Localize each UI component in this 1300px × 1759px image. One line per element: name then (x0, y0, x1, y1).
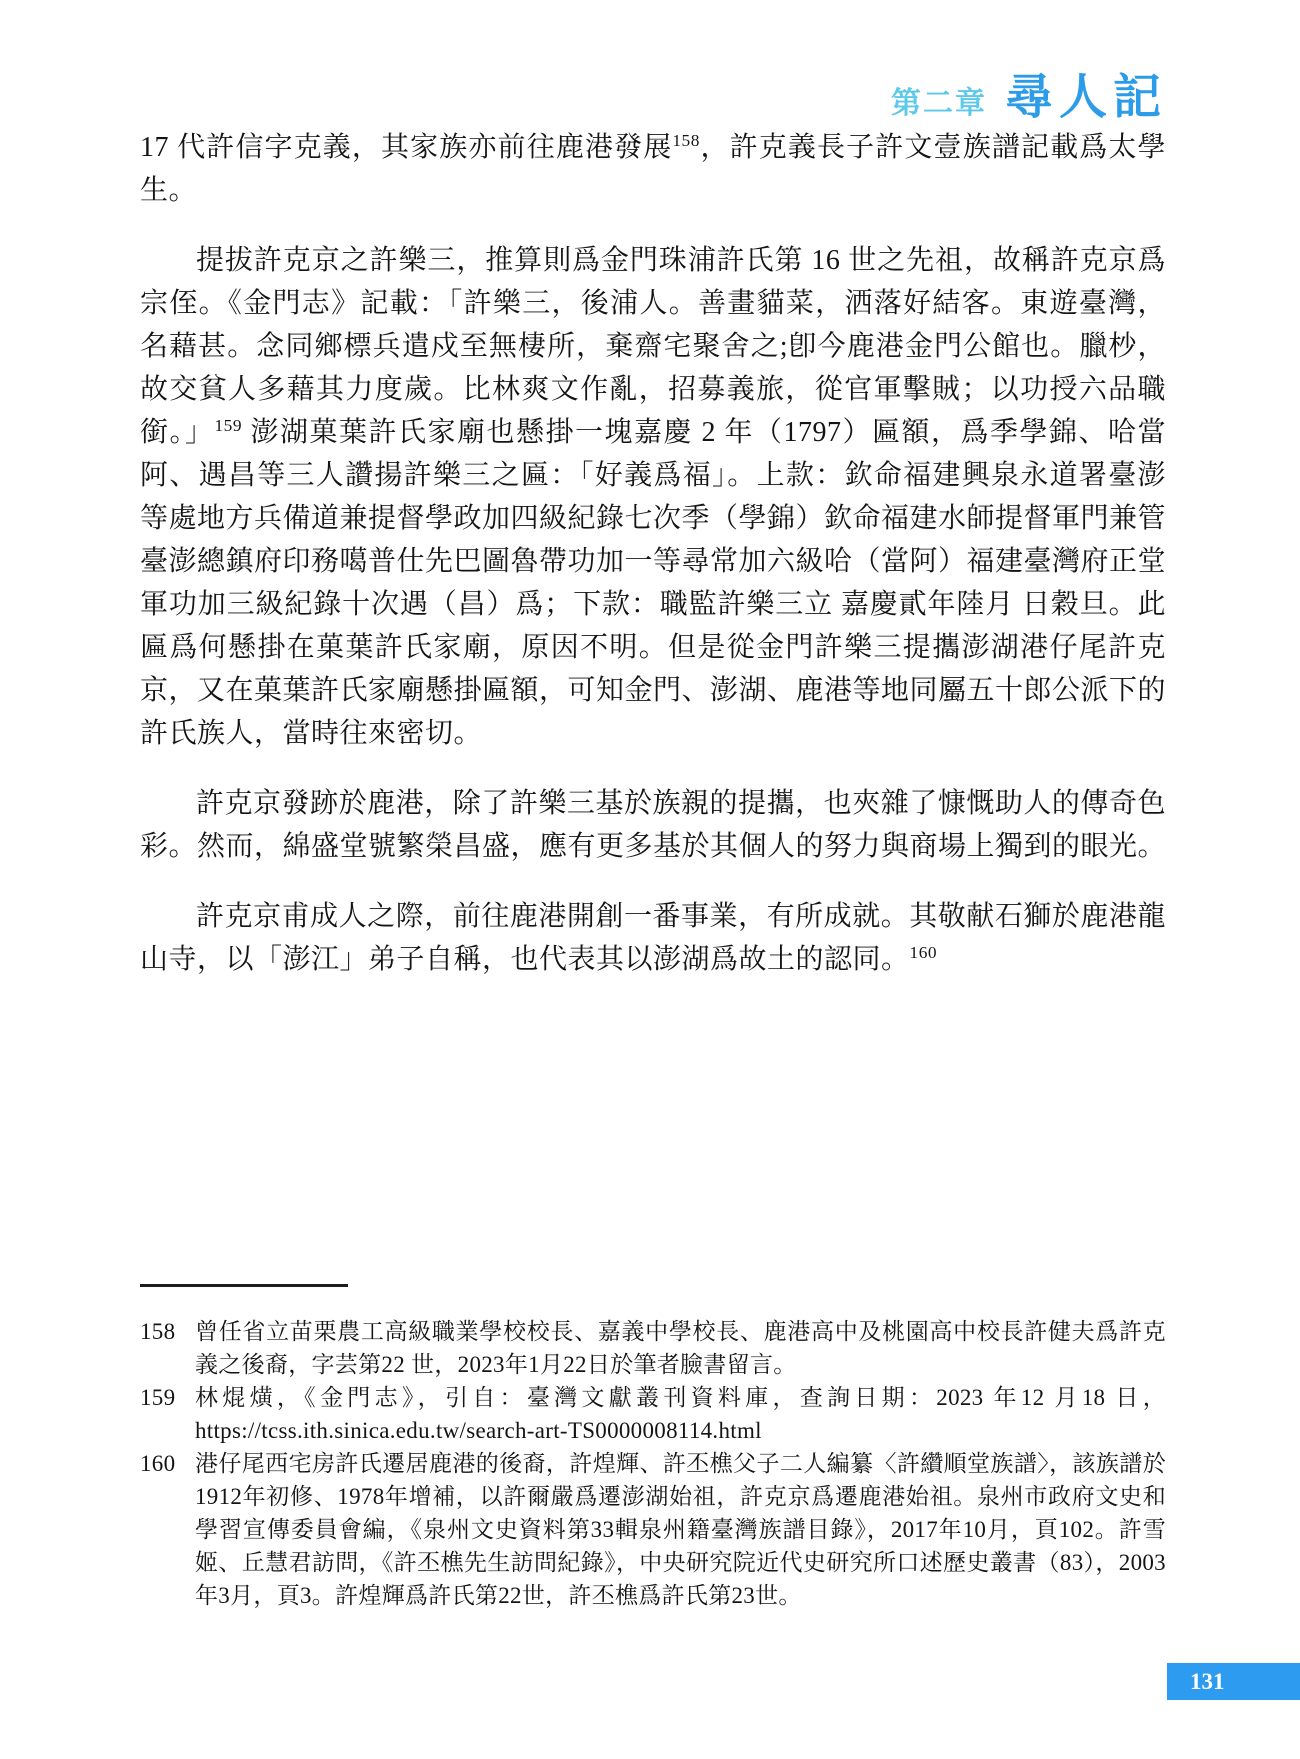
footnote-number: 159 (140, 1385, 176, 1410)
footnote-text: 林焜熿，《金門志》，引自：臺灣文獻叢刊資料庫，查詢日期：2023 年12 月18 日，https://tcss.ith.sinica.edu.tw/search-art-TS0000008114.html (195, 1385, 1166, 1443)
body-paragraph: 許克京甫成人之際，前往鹿港開創一番事業，有所成就。其敬献石獅於鹿港龍山寺，以「澎江」弟子自稱，也代表其以澎湖爲故土的認同。$^{160}$ (140, 901, 1166, 975)
footnote-text: 港仔尾西宅房許氏遷居鹿港的後裔，許煌輝、許丕樵父子二人編纂〈許纘順堂族譜〉，該族譜於1912年初修、1978年增補，以許爾嚴爲遷澎湖始祖，許克京爲遷鹿港始祖。泉州市政府文史和學習宣傳委員會編，《泉州文史資料第33輯泉州籍臺灣族譜目錄》，2017年10月，頁102。許雪姬、丘慧君訪問，《許丕樵先生訪問紀錄》，中央研究院近代史研究所口述歷史叢書（83），2003年3月，頁3。許煌輝爲許氏第22世，許丕樵爲許氏第23世。 (195, 1451, 1166, 1608)
page-number-badge (1167, 1663, 1300, 1700)
footnote-number: 158 (140, 1319, 176, 1344)
footnote-item (140, 1447, 1166, 1612)
footnote-ref: 158 (672, 131, 700, 151)
footnotes-list (140, 1315, 1166, 1612)
chapter-label: 第二章 (890, 87, 987, 120)
body-paragraph: 許克京發跡於鹿港，除了許樂三基於族親的提攜，也夾雜了慷慨助人的傳奇色彩。然而，綿盛堂號繁榮昌盛，應有更多基於其個人的努力與商場上獨到的眼光。 (140, 788, 1167, 862)
footnote-ref: 159 (214, 416, 243, 436)
footnote-text: 曾任省立苗栗農工高級職業學校校長、嘉義中學校長、鹿港高中及桃園高中校長許健夫爲許克義之後裔，字芸第22 世，2023年1月22日於筆者臉書留言。 (195, 1319, 1166, 1377)
body-paragraph: 17 代許信字克義，其家族亦前往鹿港發展$^{158}$，許克義長子許文壹族譜記載爲太學生。 (140, 131, 1166, 206)
page-number: 131 (1190, 1668, 1225, 1694)
footnote-item (140, 1315, 1166, 1381)
body-text (140, 126, 1166, 1008)
footnotes-section (140, 1284, 1166, 1612)
footnote-separator (140, 1284, 348, 1287)
chapter-title: 尋人記 (1004, 71, 1167, 124)
body-paragraph: 提拔許克京之許樂三，推算則爲金門珠浦許氏第 16 世之先祖，故稱許克京爲宗侄。《金門志》記載：「許樂三，後浦人。善畫貓菜，洒落好結客。東遊臺灣，名藉甚。念同鄉標兵遣戍至無棲所，棄齋宅聚舍之;卽今鹿港金門公館也。臘杪，故交貧人多藉其力度歲。比林爽文作亂，招募義旅，從官軍擊賊；以功授六品職銜。」$^{159}$ 澎湖菓葉許氏家廟也懸掛一塊嘉慶 2 年（1797）匾額，爲季學錦、哈當阿、遇昌等三人讚揚許樂三之匾：「好義爲福」。上款：欽命福建興泉永道署臺澎等處地方兵備道兼提督學政加四級紀錄七次季（學錦）欽命福建水師提督軍門兼管臺澎總鎮府印務噶普仕先巴圖魯帶功加一等尋常加六級哈（當阿）福建臺灣府正堂軍功加三級紀錄十次遇（昌）爲；下款：職監許樂三立 嘉慶貳年陸月 日穀旦。此匾爲何懸掛在菓葉許氏家廟，原因不明。但是從金門許樂三提攜澎湖港仔尾許克京，又在菓葉許氏家廟懸掛匾額，可知金門、澎湖、鹿港等地同屬五十郎公派下的許氏族人，當時往來密切。 (140, 245, 1167, 749)
chapter-header (891, 58, 1167, 127)
footnote-item (140, 1381, 1166, 1447)
footnote-number: 160 (140, 1451, 176, 1476)
footnote-ref: 160 (909, 943, 938, 963)
